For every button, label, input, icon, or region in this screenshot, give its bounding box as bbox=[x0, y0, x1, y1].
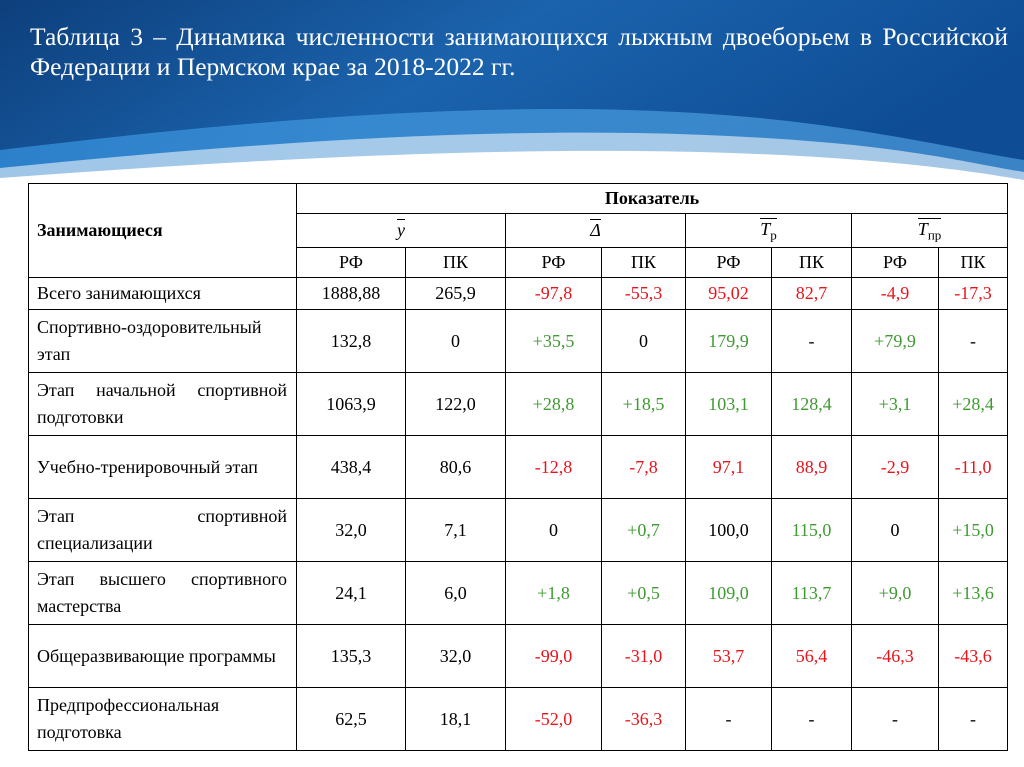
dynamics-table bbox=[28, 183, 1008, 751]
value-cell: +0,5 bbox=[602, 562, 686, 625]
indicator-symbol: Δ bbox=[590, 220, 601, 240]
value-cell: 32,0 bbox=[406, 625, 506, 688]
value-cell: -7,8 bbox=[602, 436, 686, 499]
indicator-symbol: T bbox=[917, 219, 928, 240]
value-cell: 82,7 bbox=[772, 278, 852, 310]
table-row bbox=[29, 625, 1008, 688]
value-cell: -97,8 bbox=[506, 278, 602, 310]
value-cell: +0,7 bbox=[602, 499, 686, 562]
value-cell: 1063,9 bbox=[297, 373, 406, 436]
value-cell: +15,0 bbox=[939, 499, 1008, 562]
region-header-rf: РФ bbox=[297, 248, 406, 278]
value-cell: 0 bbox=[506, 499, 602, 562]
value-cell: -4,9 bbox=[852, 278, 939, 310]
table-row bbox=[29, 688, 1008, 751]
value-cell: 97,1 bbox=[686, 436, 772, 499]
row-label: Этап спортивной специализации bbox=[29, 499, 297, 562]
row-label: Предпрофессиональная подготовка bbox=[29, 688, 297, 751]
value-cell: - bbox=[686, 688, 772, 751]
value-cell: 115,0 bbox=[772, 499, 852, 562]
value-cell: 24,1 bbox=[297, 562, 406, 625]
value-cell: -46,3 bbox=[852, 625, 939, 688]
indicator-symbol: y bbox=[397, 220, 405, 240]
value-cell: -99,0 bbox=[506, 625, 602, 688]
region-header-rf: РФ bbox=[686, 248, 772, 278]
table-row bbox=[29, 278, 1008, 310]
region-header-pk: ПК bbox=[772, 248, 852, 278]
value-cell: +79,9 bbox=[852, 310, 939, 373]
value-cell: 103,1 bbox=[686, 373, 772, 436]
value-cell: 128,4 bbox=[772, 373, 852, 436]
row-label: Всего занимающихся bbox=[29, 278, 297, 310]
value-cell: 265,9 bbox=[406, 278, 506, 310]
value-cell: +18,5 bbox=[602, 373, 686, 436]
indicator-symbol: T bbox=[760, 219, 771, 240]
value-cell: +28,8 bbox=[506, 373, 602, 436]
value-cell: +3,1 bbox=[852, 373, 939, 436]
table-row bbox=[29, 373, 1008, 436]
region-header-rf: РФ bbox=[852, 248, 939, 278]
value-cell: - bbox=[772, 310, 852, 373]
region-header-pk: ПК bbox=[406, 248, 506, 278]
row-label: Учебно-тренировочный этап bbox=[29, 436, 297, 499]
value-cell: - bbox=[852, 688, 939, 751]
value-cell: 32,0 bbox=[297, 499, 406, 562]
value-cell: 62,5 bbox=[297, 688, 406, 751]
row-header: Занимающиеся bbox=[29, 184, 297, 278]
value-cell: +13,6 bbox=[939, 562, 1008, 625]
value-cell: +28,4 bbox=[939, 373, 1008, 436]
value-cell: 132,8 bbox=[297, 310, 406, 373]
value-cell: +1,8 bbox=[506, 562, 602, 625]
value-cell: -55,3 bbox=[602, 278, 686, 310]
row-label: Этап высшего спортивного мастерства bbox=[29, 562, 297, 625]
value-cell: 88,9 bbox=[772, 436, 852, 499]
value-cell: 438,4 bbox=[297, 436, 406, 499]
value-cell: 0 bbox=[602, 310, 686, 373]
region-header-rf: РФ bbox=[506, 248, 602, 278]
indicator-increase-rate bbox=[852, 214, 1008, 248]
table-row bbox=[29, 562, 1008, 625]
value-cell: - bbox=[939, 310, 1008, 373]
value-cell: 53,7 bbox=[686, 625, 772, 688]
value-cell: 100,0 bbox=[686, 499, 772, 562]
value-cell: 6,0 bbox=[406, 562, 506, 625]
value-cell: 0 bbox=[406, 310, 506, 373]
value-cell: 18,1 bbox=[406, 688, 506, 751]
value-cell: -52,0 bbox=[506, 688, 602, 751]
table-row bbox=[29, 310, 1008, 373]
value-cell: -2,9 bbox=[852, 436, 939, 499]
value-cell: 80,6 bbox=[406, 436, 506, 499]
value-cell: -11,0 bbox=[939, 436, 1008, 499]
value-cell: +9,0 bbox=[852, 562, 939, 625]
table-row bbox=[29, 436, 1008, 499]
value-cell: 179,9 bbox=[686, 310, 772, 373]
region-header-pk: ПК bbox=[939, 248, 1008, 278]
value-cell: - bbox=[772, 688, 852, 751]
value-cell: -31,0 bbox=[602, 625, 686, 688]
value-cell: 56,4 bbox=[772, 625, 852, 688]
row-label: Этап начальной спортивной подготовки bbox=[29, 373, 297, 436]
value-cell: -12,8 bbox=[506, 436, 602, 499]
table-row bbox=[29, 499, 1008, 562]
value-cell: -36,3 bbox=[602, 688, 686, 751]
group-header: Показатель bbox=[297, 184, 1008, 214]
slide-title: Таблица 3 – Динамика численности занимающихся лыжным двоеборьем в Российской Федерации и Пермском крае за 2018-2022 гг. bbox=[30, 22, 1008, 81]
value-cell: 113,7 bbox=[772, 562, 852, 625]
value-cell: 95,02 bbox=[686, 278, 772, 310]
row-label: Общеразвивающие программы bbox=[29, 625, 297, 688]
indicator-growth-rate bbox=[686, 214, 852, 248]
value-cell: 1888,88 bbox=[297, 278, 406, 310]
value-cell: 122,0 bbox=[406, 373, 506, 436]
value-cell: 135,3 bbox=[297, 625, 406, 688]
indicator-subscript: р bbox=[770, 227, 777, 243]
value-cell: -43,6 bbox=[939, 625, 1008, 688]
row-label: Спортивно-оздоровительный этап bbox=[29, 310, 297, 373]
value-cell: 0 bbox=[852, 499, 939, 562]
value-cell: 109,0 bbox=[686, 562, 772, 625]
indicator-subscript: пр bbox=[927, 227, 942, 243]
value-cell: 7,1 bbox=[406, 499, 506, 562]
indicator-mean-level bbox=[297, 214, 506, 248]
region-header-pk: ПК bbox=[602, 248, 686, 278]
value-cell: - bbox=[939, 688, 1008, 751]
indicator-mean-absolute-change bbox=[506, 214, 686, 248]
value-cell: -17,3 bbox=[939, 278, 1008, 310]
value-cell: +35,5 bbox=[506, 310, 602, 373]
